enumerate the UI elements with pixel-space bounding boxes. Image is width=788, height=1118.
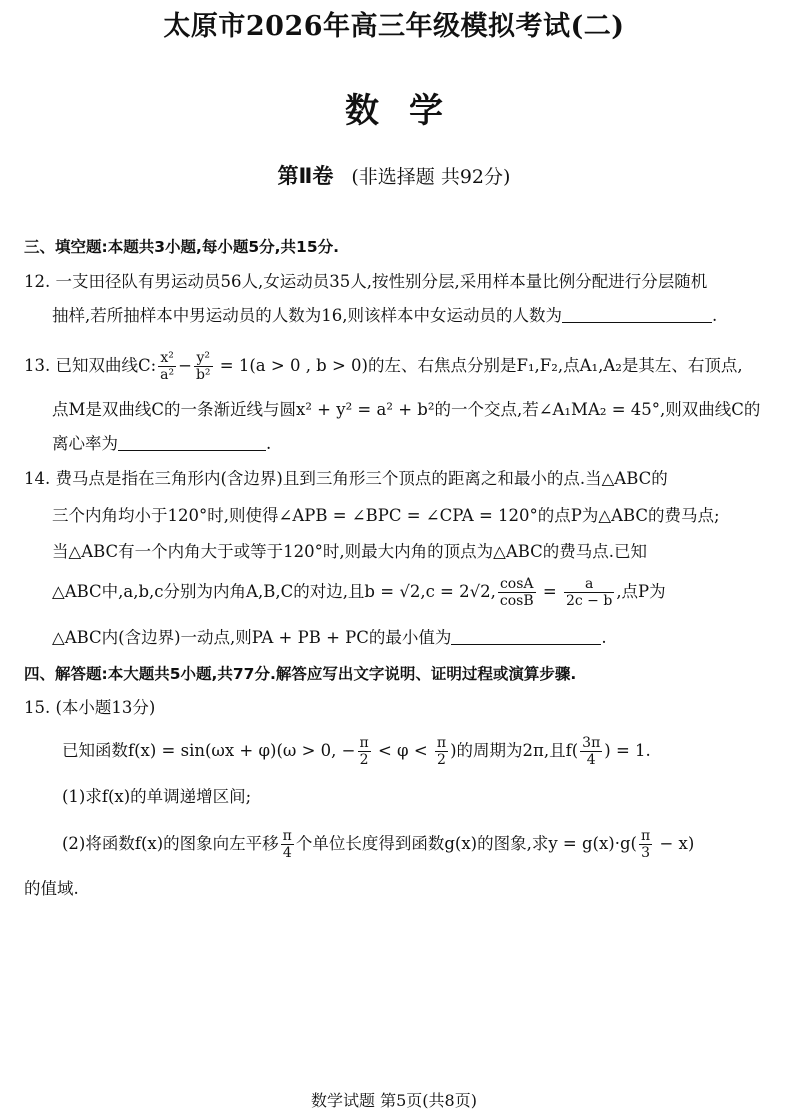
q14-line2: 三个内角均小于120°时,则使得∠APB = ∠BPC = ∠CPA = 120°的点P为△ABC的费马点; [52,506,720,525]
q13-line3 [52,433,271,455]
section4-heading: 四、解答题:本大题共5小题,共77分.解答应写出文字说明、证明过程或演算步骤. [24,665,577,683]
q14-frac-cos-num: cosA [498,576,536,593]
q12-answer-blank[interactable] [562,306,712,323]
q14-line4-b: ,点P为 [616,582,666,601]
q15-frac3-den: 4 [586,752,596,768]
q15-part2-frac2-den: 3 [641,845,651,861]
q15-title: 15. (本小题13分) [24,698,156,717]
q13-line2: 点M是双曲线C的一条渐近线与圆x² + y² = a² + b²的一个交点,若∠A₁MA₂ = 45°,则双曲线C的 [52,400,761,419]
subject-title: 数学 [345,91,473,131]
q15-stem-c: )的周期为2π,且f( [450,741,579,760]
q14-frac-side-den: 2c − b [565,593,613,609]
q14-line1: 14. 费马点是指在三角形内(含边界)且到三角形三个顶点的距离之和最小的点.当△ABC的 [24,469,668,488]
q15-part2-a: (2)将函数f(x)的图象向左平移 [62,834,279,853]
q15-frac2-den: 2 [437,752,446,768]
page-footer: 数学试题 第5页(共8页) [311,1091,477,1110]
q12-line2-end: . [712,306,718,325]
q12-line1: 12. 一支田径队有男运动员56人,女运动员35人,按性别分层,采用样本量比例分配进行分层随机 [24,272,708,291]
q15-stem [62,730,651,772]
q13-frac-y-num: y² [194,350,213,367]
q15-frac3-num: 3π [582,735,601,751]
q14-eq: = [537,582,562,601]
q14-line5-text: △ABC内(含边界)一动点,则PA + PB + PC的最小值为 [52,628,452,647]
q15-part2-c: − x) [654,834,695,853]
q15-stem-b: < φ < [372,741,433,760]
q13-line1-rest: = 1(a > 0 , b > 0)的左、右焦点分别是F₁,F₂,点A₁,A₂是其左、右顶点, [214,356,743,375]
q12-line2 [52,305,717,327]
q15-part1: (1)求f(x)的单调递增区间; [62,787,252,806]
exam-title: 太原市2026年高三年级模拟考试(二) [163,11,625,42]
q15-frac-neg-pi-2 [358,735,371,768]
q15-stem-a: 已知函数f(x) = sin(ωx + φ)(ω > 0, − [62,741,356,760]
q13-prefix: 13. 已知双曲线C: [24,356,157,375]
q14-line4 [52,572,666,612]
q15-frac1-num: π [359,735,369,751]
q15-part2-line2: 的值域. [24,879,79,898]
q14-line4-a: △ABC中,a,b,c分别为内角A,B,C的对边,且b = √2,c = 2√2, [52,582,496,601]
q13-minus: − [178,356,192,375]
q15-part2-b: 个单位长度得到函数g(x)的图象,求y = g(x)·g( [295,834,637,853]
q15-stem-d: ) = 1. [604,741,651,760]
q15-frac-pi-3 [639,828,652,861]
volume-name: 第Ⅱ卷 [277,164,334,188]
q14-frac-side-num: a [564,576,614,593]
q14-line3: 当△ABC有一个内角大于或等于120°时,则最大内角的顶点为△ABC的费马点.已知 [52,542,648,561]
q14-line5 [52,627,607,649]
q13-frac-x-num: x² [158,350,176,367]
q15-frac-3pi-4 [580,735,602,768]
q14-answer-blank[interactable] [451,628,601,645]
q15-frac2-num: π [436,735,447,751]
q14-line5-end: . [601,628,607,647]
q13-frac-y [194,350,213,383]
q15-part2 [62,823,694,865]
q14-frac-cos [498,576,536,609]
q14-frac-side [564,576,614,609]
q13-line3-text: 离心率为 [52,434,118,453]
q15-part2-frac1-den: 4 [282,845,292,861]
q15-frac-pi-2 [435,735,448,768]
q13-line3-end: . [266,434,272,453]
q13-frac-y-den: b² [195,367,211,383]
section3-heading: 三、填空题:本题共3小题,每小题5分,共15分. [24,238,340,256]
q13-frac-x-den: a² [160,367,175,383]
volume-note: (非选择题 共92分) [351,166,511,188]
q15-frac-pi-4 [281,828,294,861]
q13-frac-x [158,350,176,383]
q15-part2-frac2-num: π [641,828,651,844]
q15-frac1-den: 2 [359,752,369,768]
q12-line2-text: 抽样,若所抽样本中男运动员的人数为16,则该样本中女运动员的人数为 [52,306,562,325]
volume-heading [0,160,788,190]
q14-frac-cos-den: cosB [499,593,534,609]
q13-line1 [24,346,743,386]
q15-part2-frac1-num: π [282,828,292,844]
q13-answer-blank[interactable] [118,434,266,451]
